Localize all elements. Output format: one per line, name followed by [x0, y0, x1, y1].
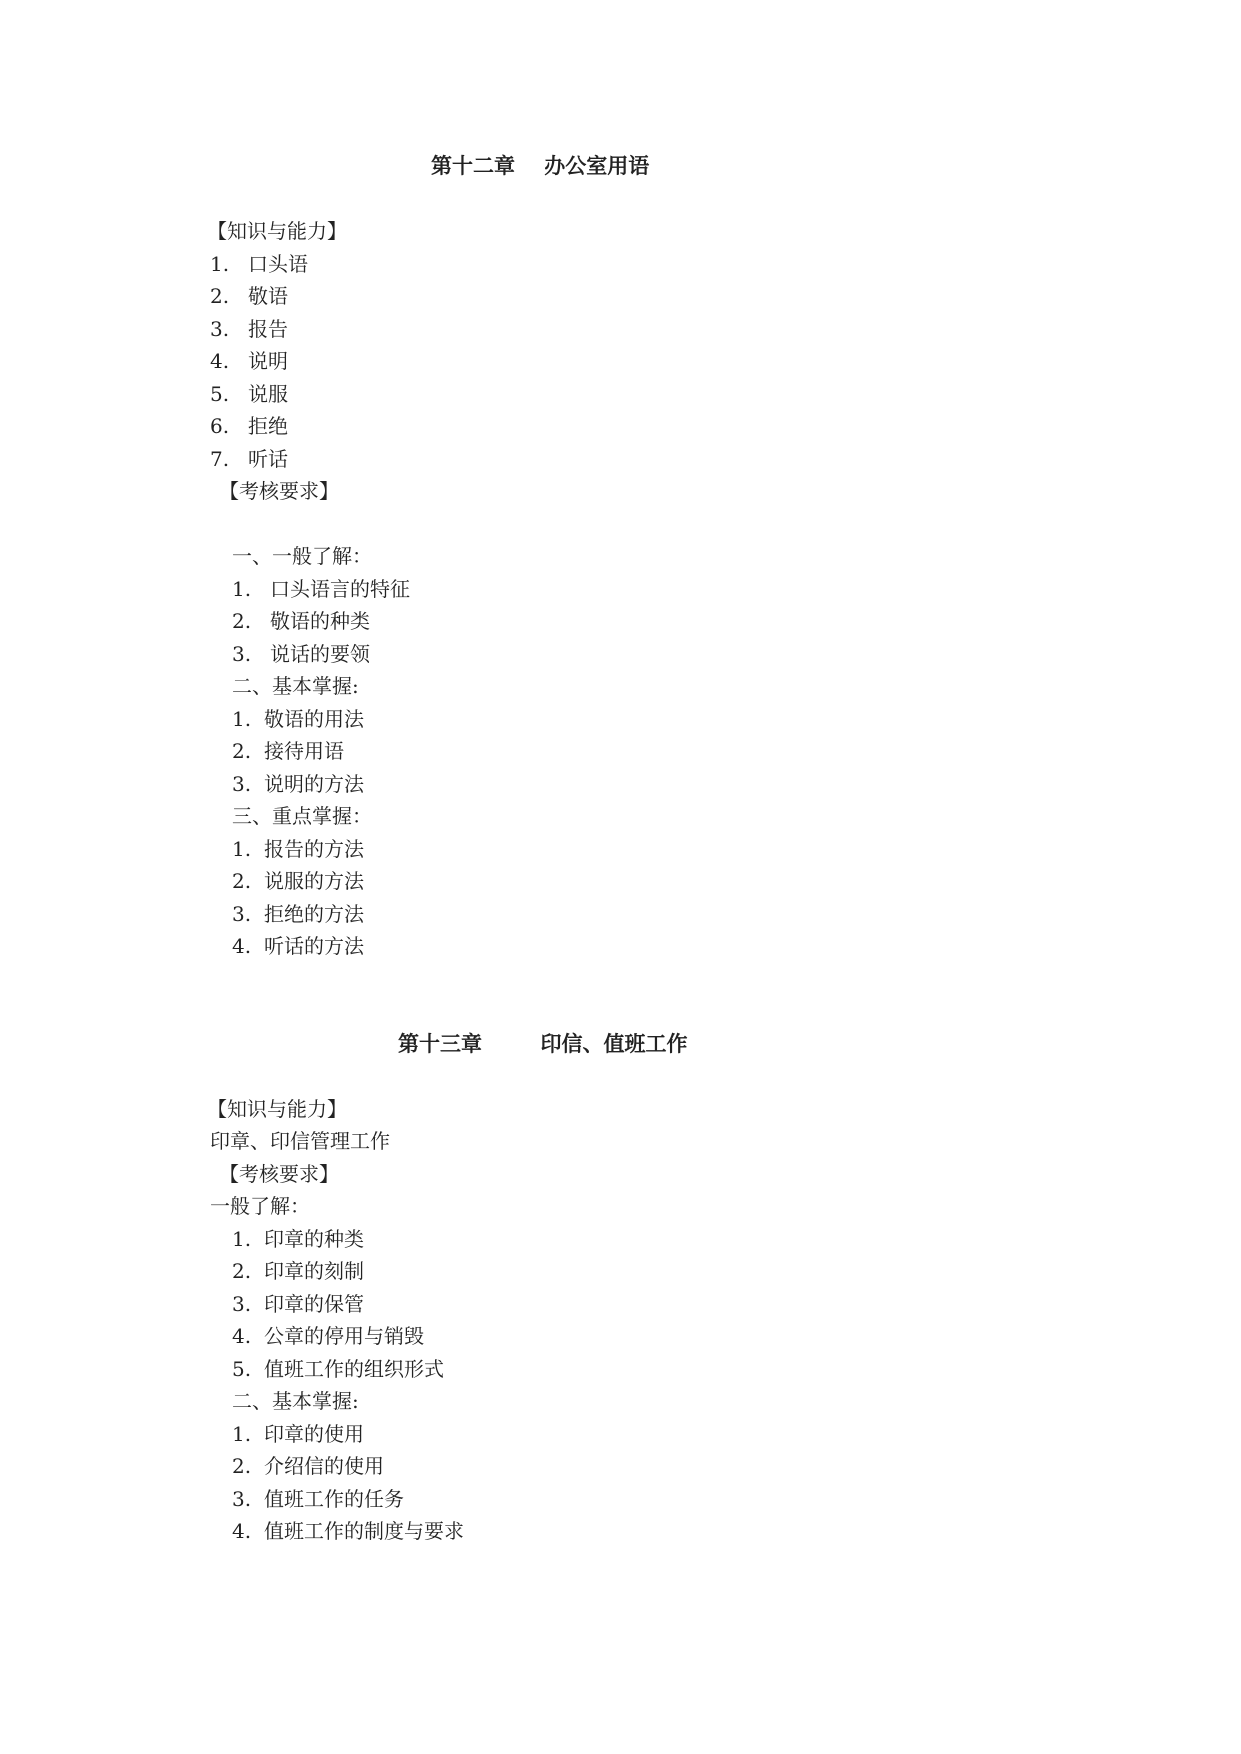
item-number: 6.: [210, 414, 230, 438]
list-item: [232, 868, 364, 894]
item-text: 口头语言的特征: [270, 577, 410, 601]
knowledge-item: [210, 283, 288, 309]
item-number: 3.: [210, 317, 230, 341]
exam-label: 【考核要求】: [219, 479, 339, 503]
item-number: 4.: [232, 934, 252, 958]
item-number: 1.: [232, 1227, 252, 1251]
item-text: 说明的方法: [264, 772, 364, 796]
list-item: [232, 1518, 464, 1544]
item-text: 说话的要领: [270, 642, 370, 666]
section-heading: 三、重点掌握：: [232, 804, 372, 828]
item-number: 2.: [232, 869, 252, 893]
item-text: 说服的方法: [264, 869, 364, 893]
knowledge-item: [210, 348, 288, 374]
item-text: 拒绝: [248, 414, 288, 438]
item-text: 敬语: [248, 284, 288, 308]
item-number: 4.: [232, 1324, 252, 1348]
list-item: [232, 608, 370, 634]
item-text: 印章的种类: [264, 1227, 364, 1251]
item-text: 敬语的用法: [264, 707, 364, 731]
item-text: 印章的保管: [264, 1292, 364, 1316]
list-item: [232, 1258, 364, 1284]
item-text: 说服: [248, 382, 288, 406]
item-text: 接待用语: [264, 739, 344, 763]
item-number: 2.: [210, 284, 230, 308]
section-heading: 一般了解：: [210, 1194, 310, 1218]
item-number: 2.: [232, 609, 252, 633]
section-heading: 一、一般了解：: [232, 544, 372, 568]
list-item: [232, 1356, 444, 1382]
item-number: 3.: [232, 902, 252, 926]
item-text: 敬语的种类: [270, 609, 370, 633]
item-text: 值班工作的制度与要求: [264, 1519, 464, 1543]
list-item: [232, 771, 364, 797]
item-text: 口头语: [248, 252, 308, 276]
list-item: [232, 1453, 384, 1479]
exam-label: 【考核要求】: [219, 1162, 339, 1186]
knowledge-label: 【知识与能力】: [207, 1097, 347, 1121]
item-text: 听话: [248, 447, 288, 471]
item-text: 拒绝的方法: [264, 902, 364, 926]
knowledge-item: [210, 381, 288, 407]
chapter-13-title: 第十三章 印信、值班工作: [398, 1032, 688, 1056]
list-item: [232, 641, 370, 667]
list-item: [232, 706, 364, 732]
item-number: 2.: [232, 1259, 252, 1283]
item-number: 2.: [232, 739, 252, 763]
item-number: 1.: [232, 577, 252, 601]
list-item: [232, 901, 364, 927]
knowledge-item: [210, 316, 288, 342]
section-heading: 二、基本掌握:: [232, 1389, 359, 1413]
item-number: 1.: [232, 837, 252, 861]
item-text: 值班工作的组织形式: [264, 1357, 444, 1381]
knowledge-text: 印章、印信管理工作: [210, 1129, 390, 1153]
item-text: 印章的刻制: [264, 1259, 364, 1283]
item-text: 听话的方法: [264, 934, 364, 958]
item-number: 3.: [232, 642, 252, 666]
item-text: 报告的方法: [264, 837, 364, 861]
list-item: [232, 738, 344, 764]
list-item: [232, 576, 410, 602]
item-text: 说明: [248, 349, 288, 373]
item-number: 3.: [232, 772, 252, 796]
list-item: [232, 933, 364, 959]
item-number: 7.: [210, 447, 230, 471]
knowledge-item: [210, 251, 308, 277]
item-number: 5.: [232, 1357, 252, 1381]
item-text: 值班工作的任务: [264, 1487, 404, 1511]
list-item: [232, 1486, 404, 1512]
chapter-12-title: 第十二章 办公室用语: [431, 154, 650, 178]
item-text: 报告: [248, 317, 288, 341]
item-number: 5.: [210, 382, 230, 406]
list-item: [232, 1323, 424, 1349]
item-number: 2.: [232, 1454, 252, 1478]
item-number: 1.: [232, 707, 252, 731]
item-text: 印章的使用: [264, 1422, 364, 1446]
item-text: 公章的停用与销毁: [264, 1324, 424, 1348]
item-number: 3.: [232, 1487, 252, 1511]
knowledge-item: [210, 446, 288, 472]
list-item: [232, 836, 364, 862]
item-number: 1.: [232, 1422, 252, 1446]
item-text: 介绍信的使用: [264, 1454, 384, 1478]
item-number: 4.: [232, 1519, 252, 1543]
knowledge-label: 【知识与能力】: [207, 219, 347, 243]
item-number: 1.: [210, 252, 230, 276]
item-number: 3.: [232, 1292, 252, 1316]
list-item: [232, 1421, 364, 1447]
knowledge-item: [210, 413, 288, 439]
list-item: [232, 1226, 364, 1252]
section-heading: 二、基本掌握:: [232, 674, 359, 698]
item-number: 4.: [210, 349, 230, 373]
list-item: [232, 1291, 364, 1317]
